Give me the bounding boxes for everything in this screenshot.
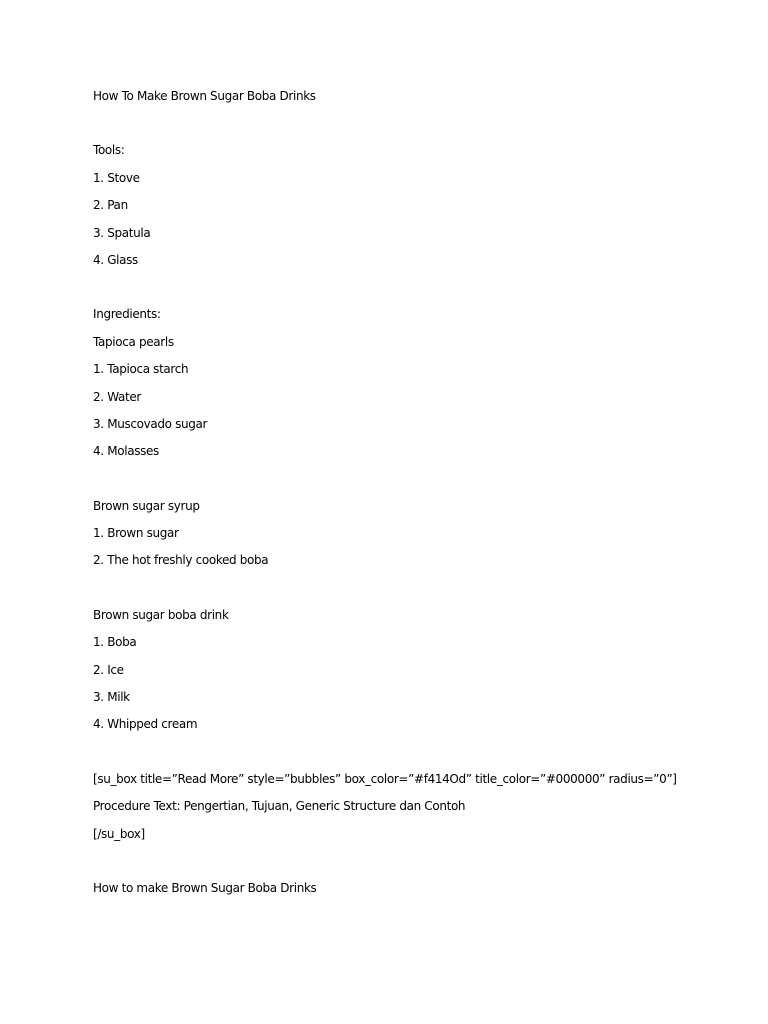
ingredient-item: 1. Boba bbox=[93, 635, 137, 650]
ingredient-item: 2. The hot freshly cooked boba bbox=[93, 553, 269, 568]
shortcode-open: [su_box title=”Read More” style=”bubbles” box_color=”#f414Od” title_color=”#000000” radius=”0”] bbox=[93, 771, 677, 786]
tools-heading: Tools: bbox=[93, 143, 125, 158]
blank-line bbox=[93, 742, 713, 769]
tool-item: 4. Glass bbox=[93, 252, 138, 267]
ingredient-item: 3. Milk bbox=[93, 690, 130, 705]
ingredient-item: 1. Brown sugar bbox=[93, 526, 179, 541]
blank-line bbox=[93, 851, 713, 878]
shortcode-body: Procedure Text: Pengertian, Tujuan, Generic Structure dan Contoh bbox=[93, 799, 466, 814]
blank-line bbox=[93, 578, 713, 605]
document-title: How To Make Brown Sugar Boba Drinks bbox=[93, 89, 316, 103]
ingredient-item: 1. Tapioca starch bbox=[93, 362, 189, 377]
tool-item: 2. Pan bbox=[93, 198, 128, 213]
tapioca-pearls-heading: Tapioca pearls bbox=[93, 334, 174, 349]
document-body bbox=[93, 86, 713, 905]
ingredient-item: 4. Molasses bbox=[93, 444, 159, 459]
closing-heading: How to make Brown Sugar Boba Drinks bbox=[93, 880, 317, 895]
ingredient-item: 3. Muscovado sugar bbox=[93, 416, 208, 431]
ingredient-item: 2. Water bbox=[93, 389, 141, 404]
brown-sugar-syrup-heading: Brown sugar syrup bbox=[93, 498, 200, 513]
tool-item: 1. Stove bbox=[93, 170, 140, 185]
blank-line bbox=[93, 469, 713, 496]
blank-line bbox=[93, 277, 713, 304]
blank-line bbox=[93, 113, 713, 140]
tool-item: 3. Spatula bbox=[93, 225, 151, 240]
boba-drink-heading: Brown sugar boba drink bbox=[93, 607, 229, 622]
ingredients-heading: Ingredients: bbox=[93, 307, 161, 322]
shortcode-close: [/su_box] bbox=[93, 826, 145, 841]
ingredient-item: 2. Ice bbox=[93, 662, 124, 677]
ingredient-item: 4. Whipped cream bbox=[93, 717, 198, 732]
